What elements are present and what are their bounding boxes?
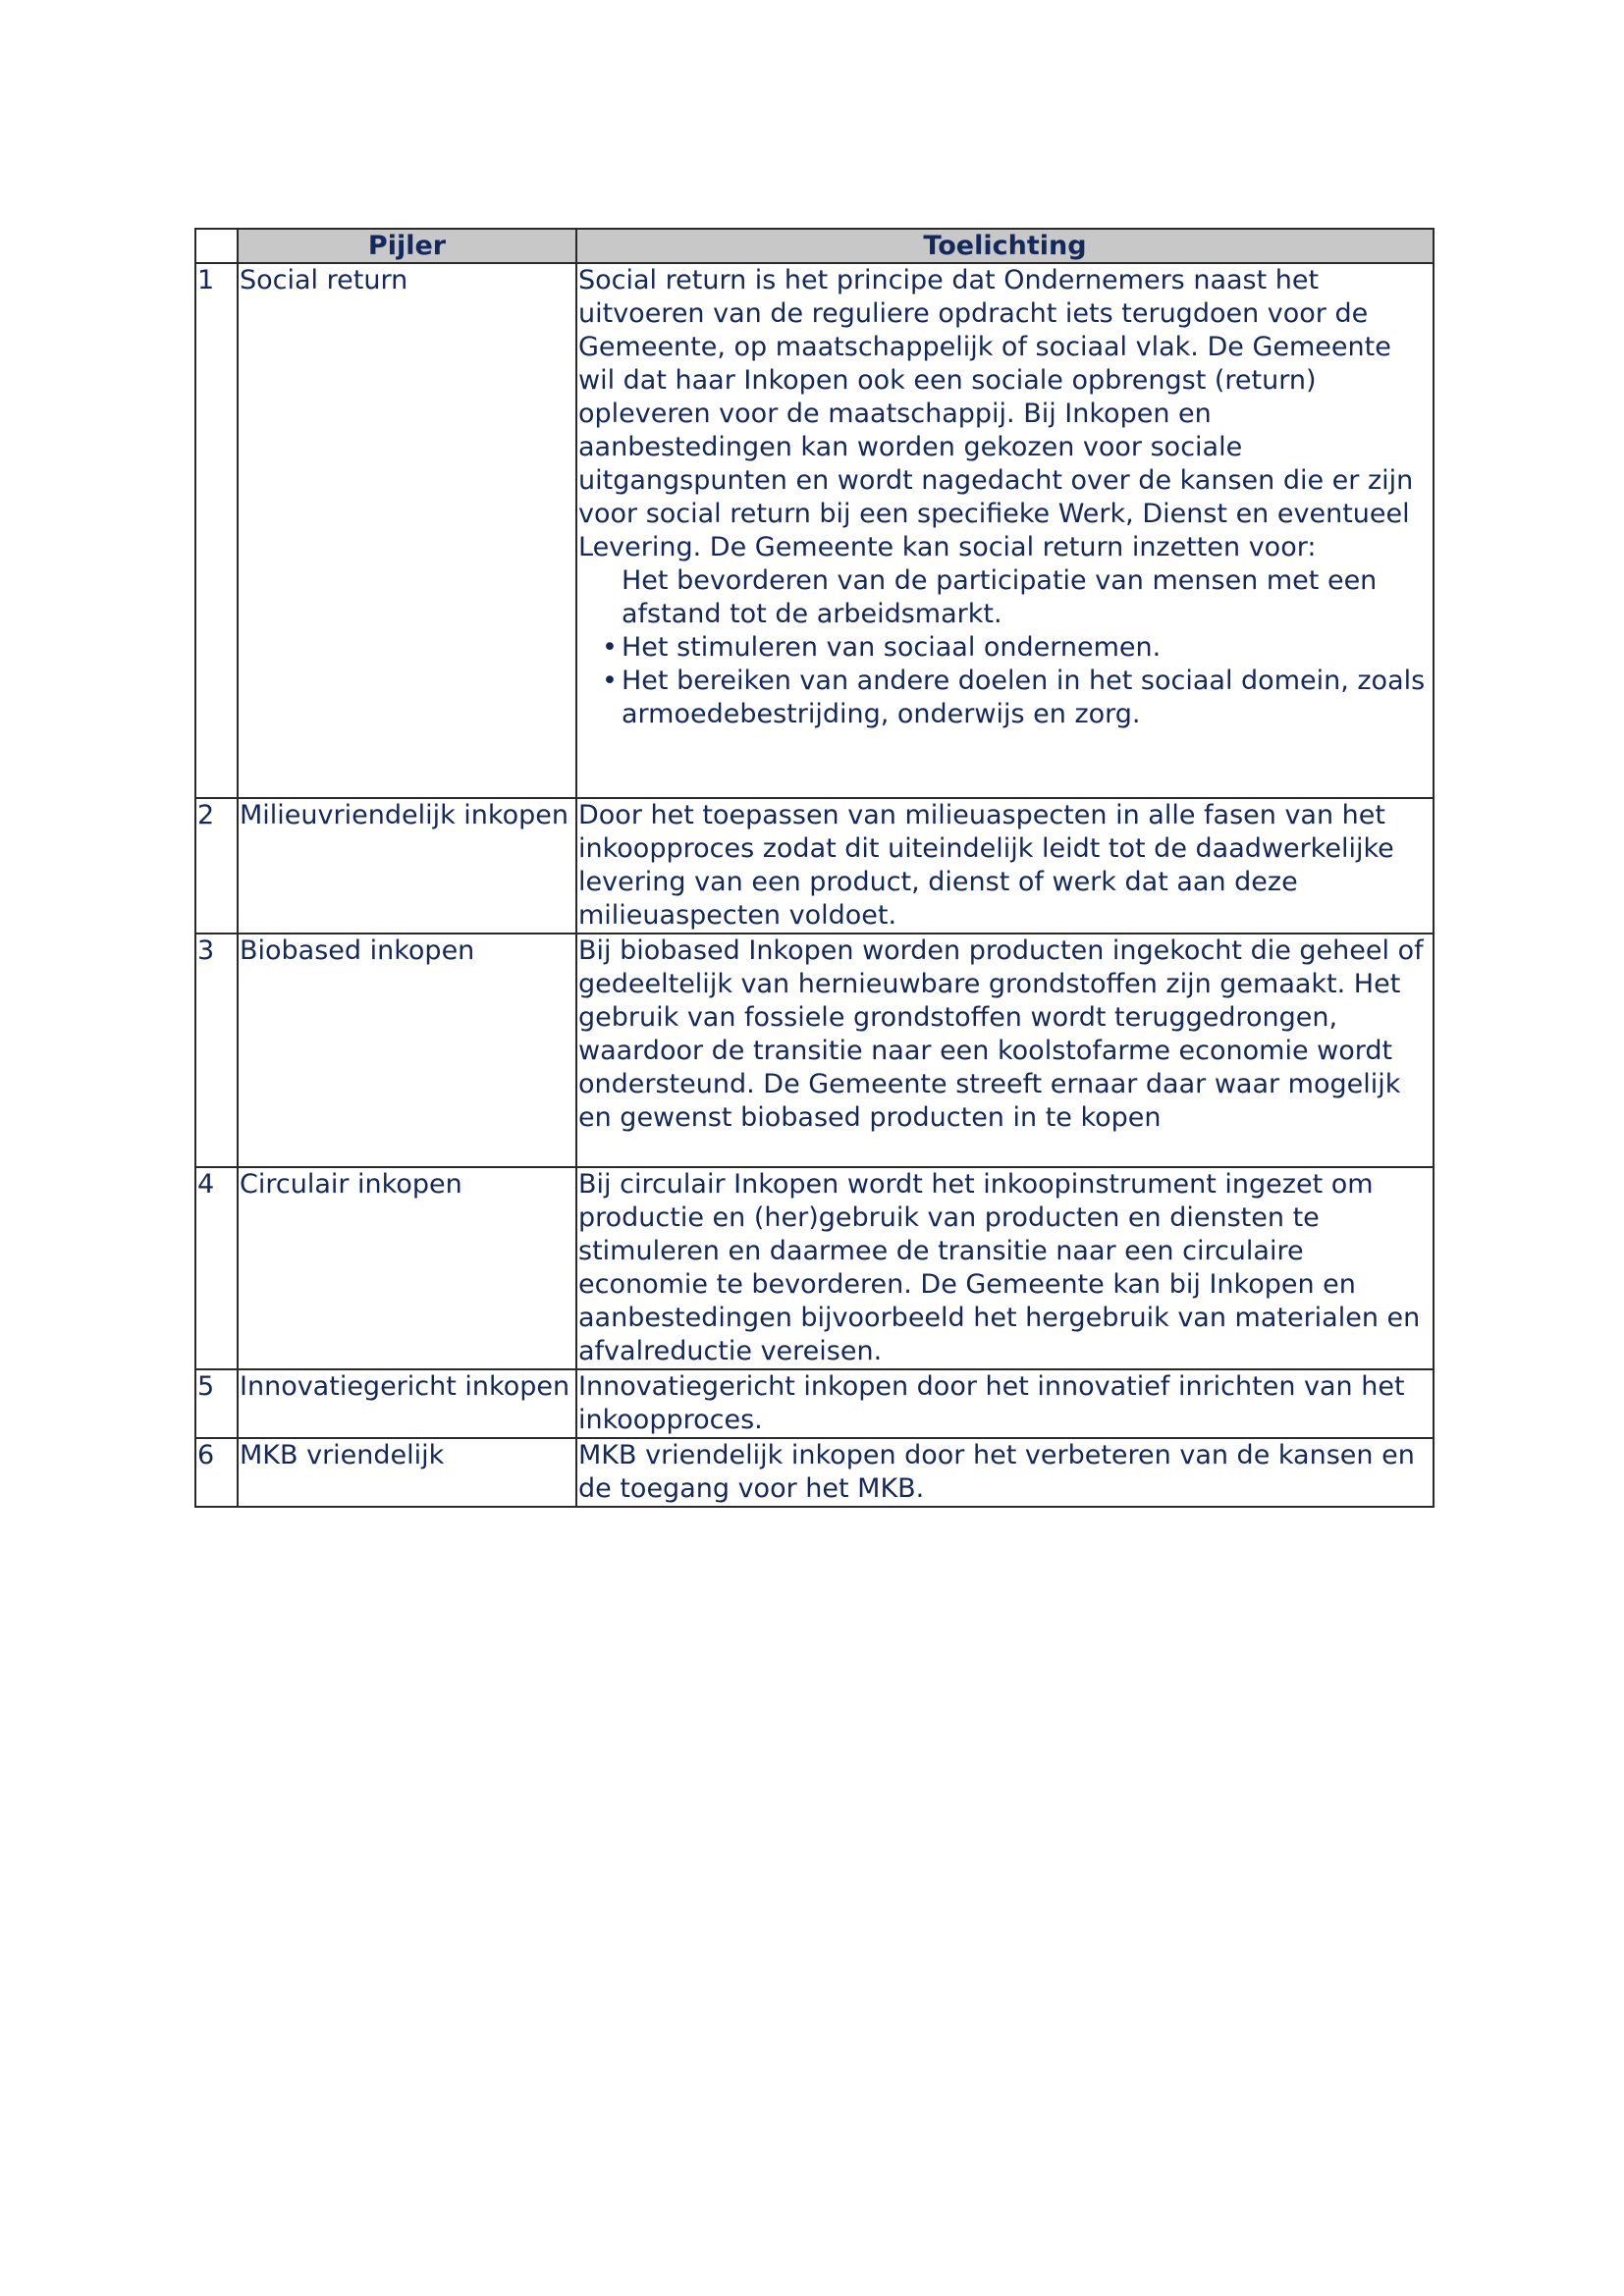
row-toelichting: Innovatiegericht inkopen door het innovatief inrichten van het inkoopproces. (576, 1369, 1434, 1438)
header-pijler: Pijler (238, 229, 576, 263)
toelichting-text: Social return is het principe dat Ondernemers naast het uitvoeren van de reguliere opdracht iets terugdoen voor de Gemeente, op maatschappelijk of sociaal vlak. De Gemeente wil dat haar Inkopen ook een sociale opbrengst (return) opleveren voor de maatschappij. Bij Inkopen en aanbestedingen kan worden gekozen voor sociale uitgangspunten en wordt nagedacht over de kansen die er zijn voor social return bij een specifieke Werk, Dienst en eventueel Levering. De Gemeente kan social return inzetten voor: (578, 265, 1414, 562)
bullet-text: Het stimuleren van sociaal ondernemen. (622, 632, 1162, 663)
row-toelichting (576, 263, 1434, 798)
table-row (195, 798, 1434, 934)
header-number (195, 229, 238, 263)
bullet-icon: • (602, 632, 618, 663)
row-number: 5 (195, 1369, 238, 1438)
row-pijler: Circulair inkopen (238, 1167, 576, 1369)
row-number: 6 (195, 1438, 238, 1507)
row-number: 4 (195, 1167, 238, 1369)
row-toelichting: Door het toepassen van milieuaspecten in alle fasen van het inkoopproces zodat dit uiteindelijk leidt tot de daadwerkelijke levering van een product, dienst of werk dat aan deze milieuaspecten voldoet. (576, 798, 1434, 934)
row-pijler: Milieuvriendelijk inkopen (238, 798, 576, 934)
bullet-icon: • (602, 666, 618, 696)
bullet-text: Het bevorderen van de participatie van mensen met een afstand tot de arbeidsmarkt. (622, 565, 1378, 629)
row-pijler: Innovatiegericht inkopen (238, 1369, 576, 1438)
row-toelichting: Bij biobased Inkopen worden producten ingekocht die geheel of gedeeltelijk van hernieuwbare grondstoffen zijn gemaakt. Het gebruik van fossiele grondstoffen wordt teruggedrongen, waardoor de transitie naar een koolstofarme economie wordt ondersteund. De Gemeente streeft ernaar daar waar mogelijk en gewenst biobased producten in te kopen (576, 934, 1434, 1167)
row-pijler: MKB vriendelijk (238, 1438, 576, 1507)
row-number: 1 (195, 263, 238, 798)
row-number: 3 (195, 934, 238, 1167)
bullet-item (602, 631, 1433, 665)
row-toelichting: Bij circulair Inkopen wordt het inkoopinstrument ingezet om productie en (her)gebruik van producten en diensten te stimuleren en daarmee de transitie naar een circulaire economie te bevorderen. De Gemeente kan bij Inkopen en aanbestedingen bijvoorbeeld het hergebruik van materialen en afvalreductie vereisen. (576, 1167, 1434, 1369)
table-header-row (195, 229, 1434, 263)
row-number: 2 (195, 798, 238, 934)
bullet-item (602, 564, 1433, 631)
bullet-item (602, 665, 1433, 731)
document-page (194, 228, 1433, 1508)
pillars-table (194, 228, 1435, 1508)
table-row (195, 1438, 1434, 1507)
bullet-text: Het bereiken van andere doelen in het sociaal domein, zoals armoedebestrijding, onderwijs en zorg. (622, 666, 1426, 729)
table-row (195, 263, 1434, 798)
table-row (195, 934, 1434, 1167)
header-toelichting: Toelichting (576, 229, 1434, 263)
table-row (195, 1167, 1434, 1369)
bullet-list (578, 564, 1433, 731)
row-pijler: Social return (238, 263, 576, 798)
row-toelichting: MKB vriendelijk inkopen door het verbeteren van de kansen en de toegang voor het MKB. (576, 1438, 1434, 1507)
row-pijler: Biobased inkopen (238, 934, 576, 1167)
table-row (195, 1369, 1434, 1438)
